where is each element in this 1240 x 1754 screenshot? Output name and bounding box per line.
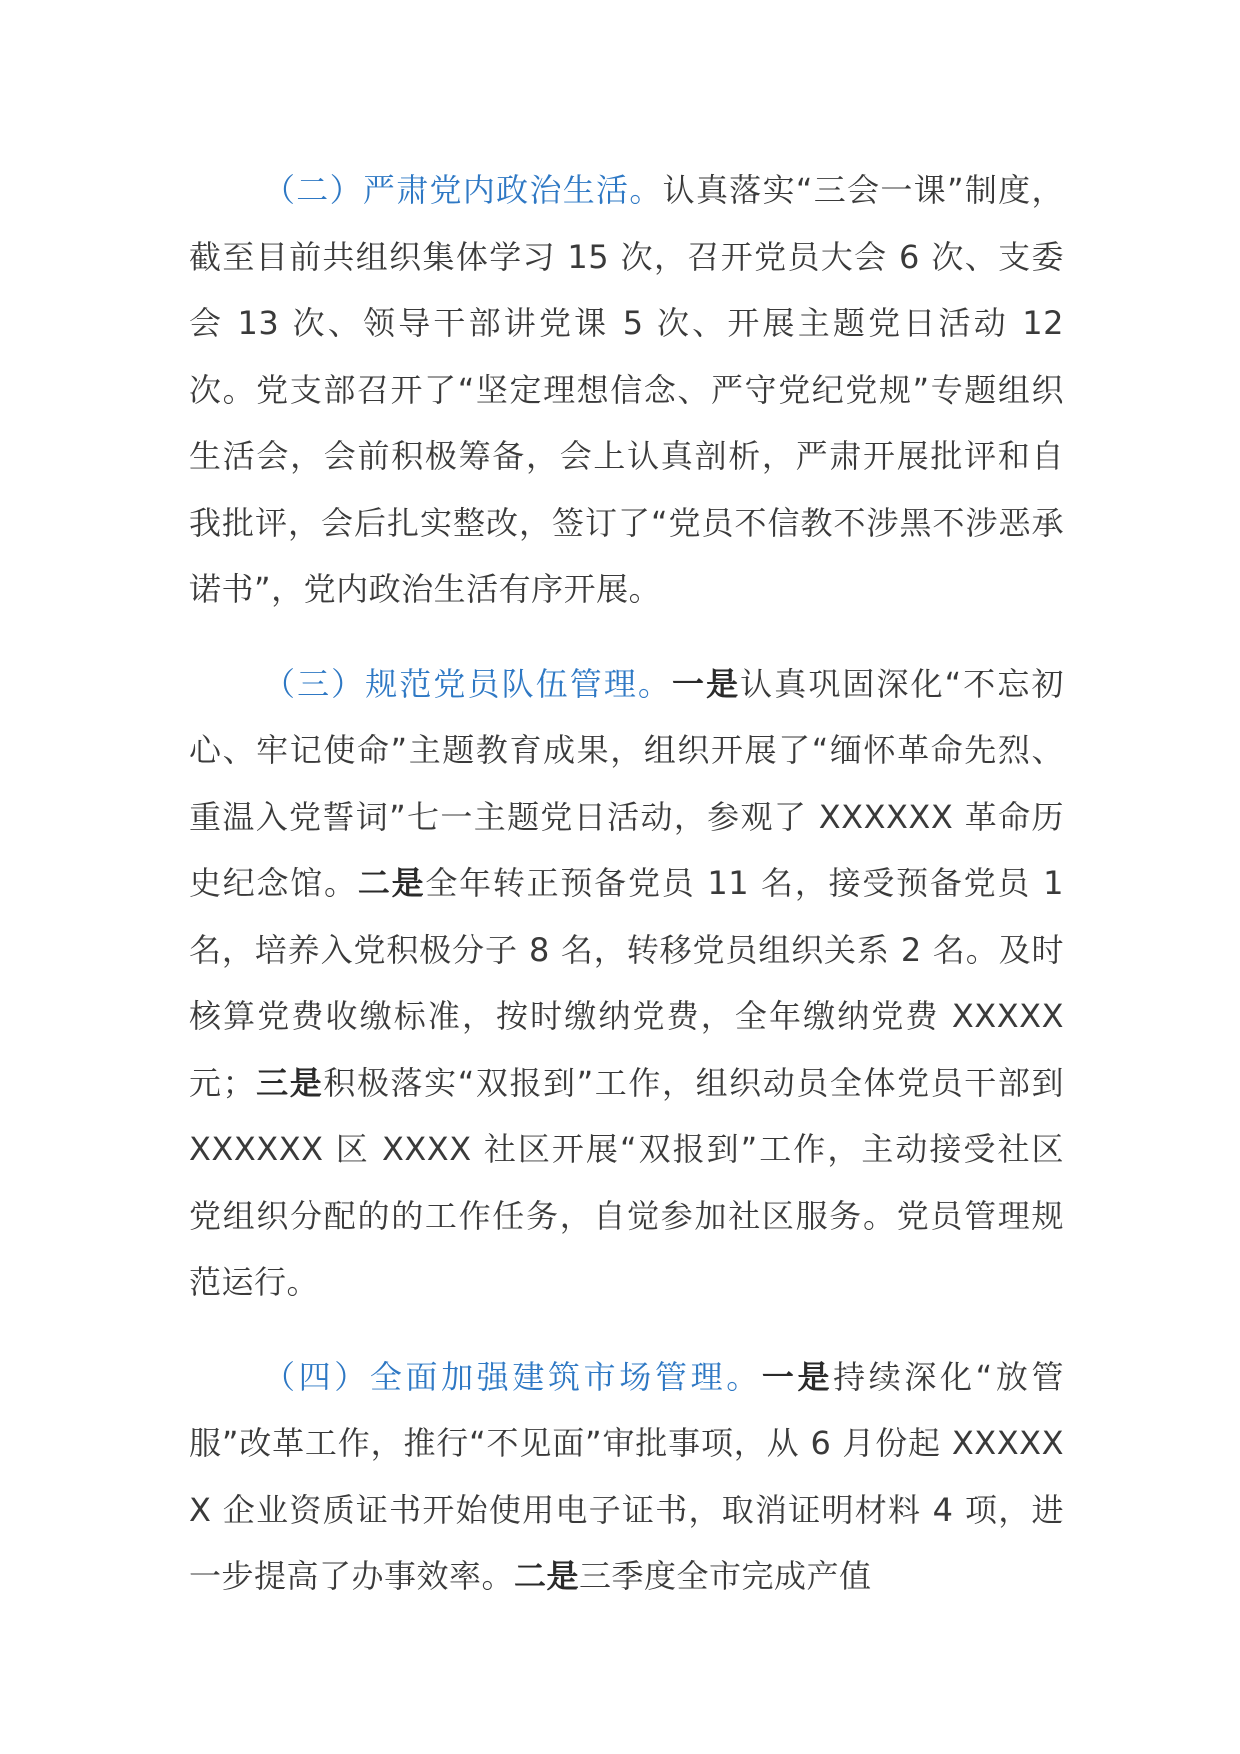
paragraph-text: 三季度全市完成产值 xyxy=(579,1557,872,1595)
section-heading-3: （三）规范党员队伍管理。 xyxy=(263,664,672,703)
paragraph-text: 全年转正预备党员 11 名，接受预备党员 1 名，培养入党积极分子 8 名，转移党员组织关系 2 名。及时核算党费收缴标准，按时缴纳党费，全年缴纳党费 XXXXX 元； xyxy=(189,864,1064,1102)
document-page xyxy=(189,157,1064,1638)
lead-first: 一是 xyxy=(761,1357,834,1396)
paragraph-text: 积极落实“双报到”工作，组织动员全体党员干部到 XXXXXX 区 XXXX 社区开展“双报到”工作，主动接受社区党组织分配的的工作任务，自觉参加社区服务。党员管理规范运行。 xyxy=(189,1063,1064,1301)
paragraph-political-life xyxy=(189,157,1064,623)
lead-second: 二是 xyxy=(357,864,426,902)
paragraph-text: 认真巩固深化“不忘初心、牢记使命”主题教育成果，组织开展了“缅怀革命先烈、重温入党誓词”七一主题党日活动，参观了 XXXXXX 革命历史纪念馆。 xyxy=(189,664,1064,902)
paragraph-body: 认真落实“三会一课”制度，截至目前共组织集体学习 15 次，召开党员大会 6 次、支委会 13 次、领导干部讲党课 5 次、开展主题党日活动 12 次。党支部召开了“坚定理想信念、严守党纪党规”专题组织生活会，会前积极筹备，会上认真剖析，严肃开展批评和自我批评，会后扎实整改，签订了“党员不信教不涉黑不涉恶承诺书”，党内政治生活有序开展。 xyxy=(189,171,1064,608)
lead-first: 一是 xyxy=(671,664,741,703)
paragraph-member-management xyxy=(189,651,1064,1316)
lead-second: 二是 xyxy=(514,1557,580,1595)
section-heading-2: （二）严肃党内政治生活。 xyxy=(263,171,663,209)
section-heading-4: （四）全面加强建筑市场管理。 xyxy=(263,1357,762,1396)
lead-third: 三是 xyxy=(255,1063,324,1102)
paragraph-construction-market xyxy=(189,1344,1064,1610)
paragraph-text: 持续深化“放管服”改革工作，推行“不见面”审批事项，从 6 月份起 XXXXXX 企业资质证书开始使用电子证书，取消证明材料 4 项，进一步提高了办事效率。 xyxy=(189,1357,1064,1595)
